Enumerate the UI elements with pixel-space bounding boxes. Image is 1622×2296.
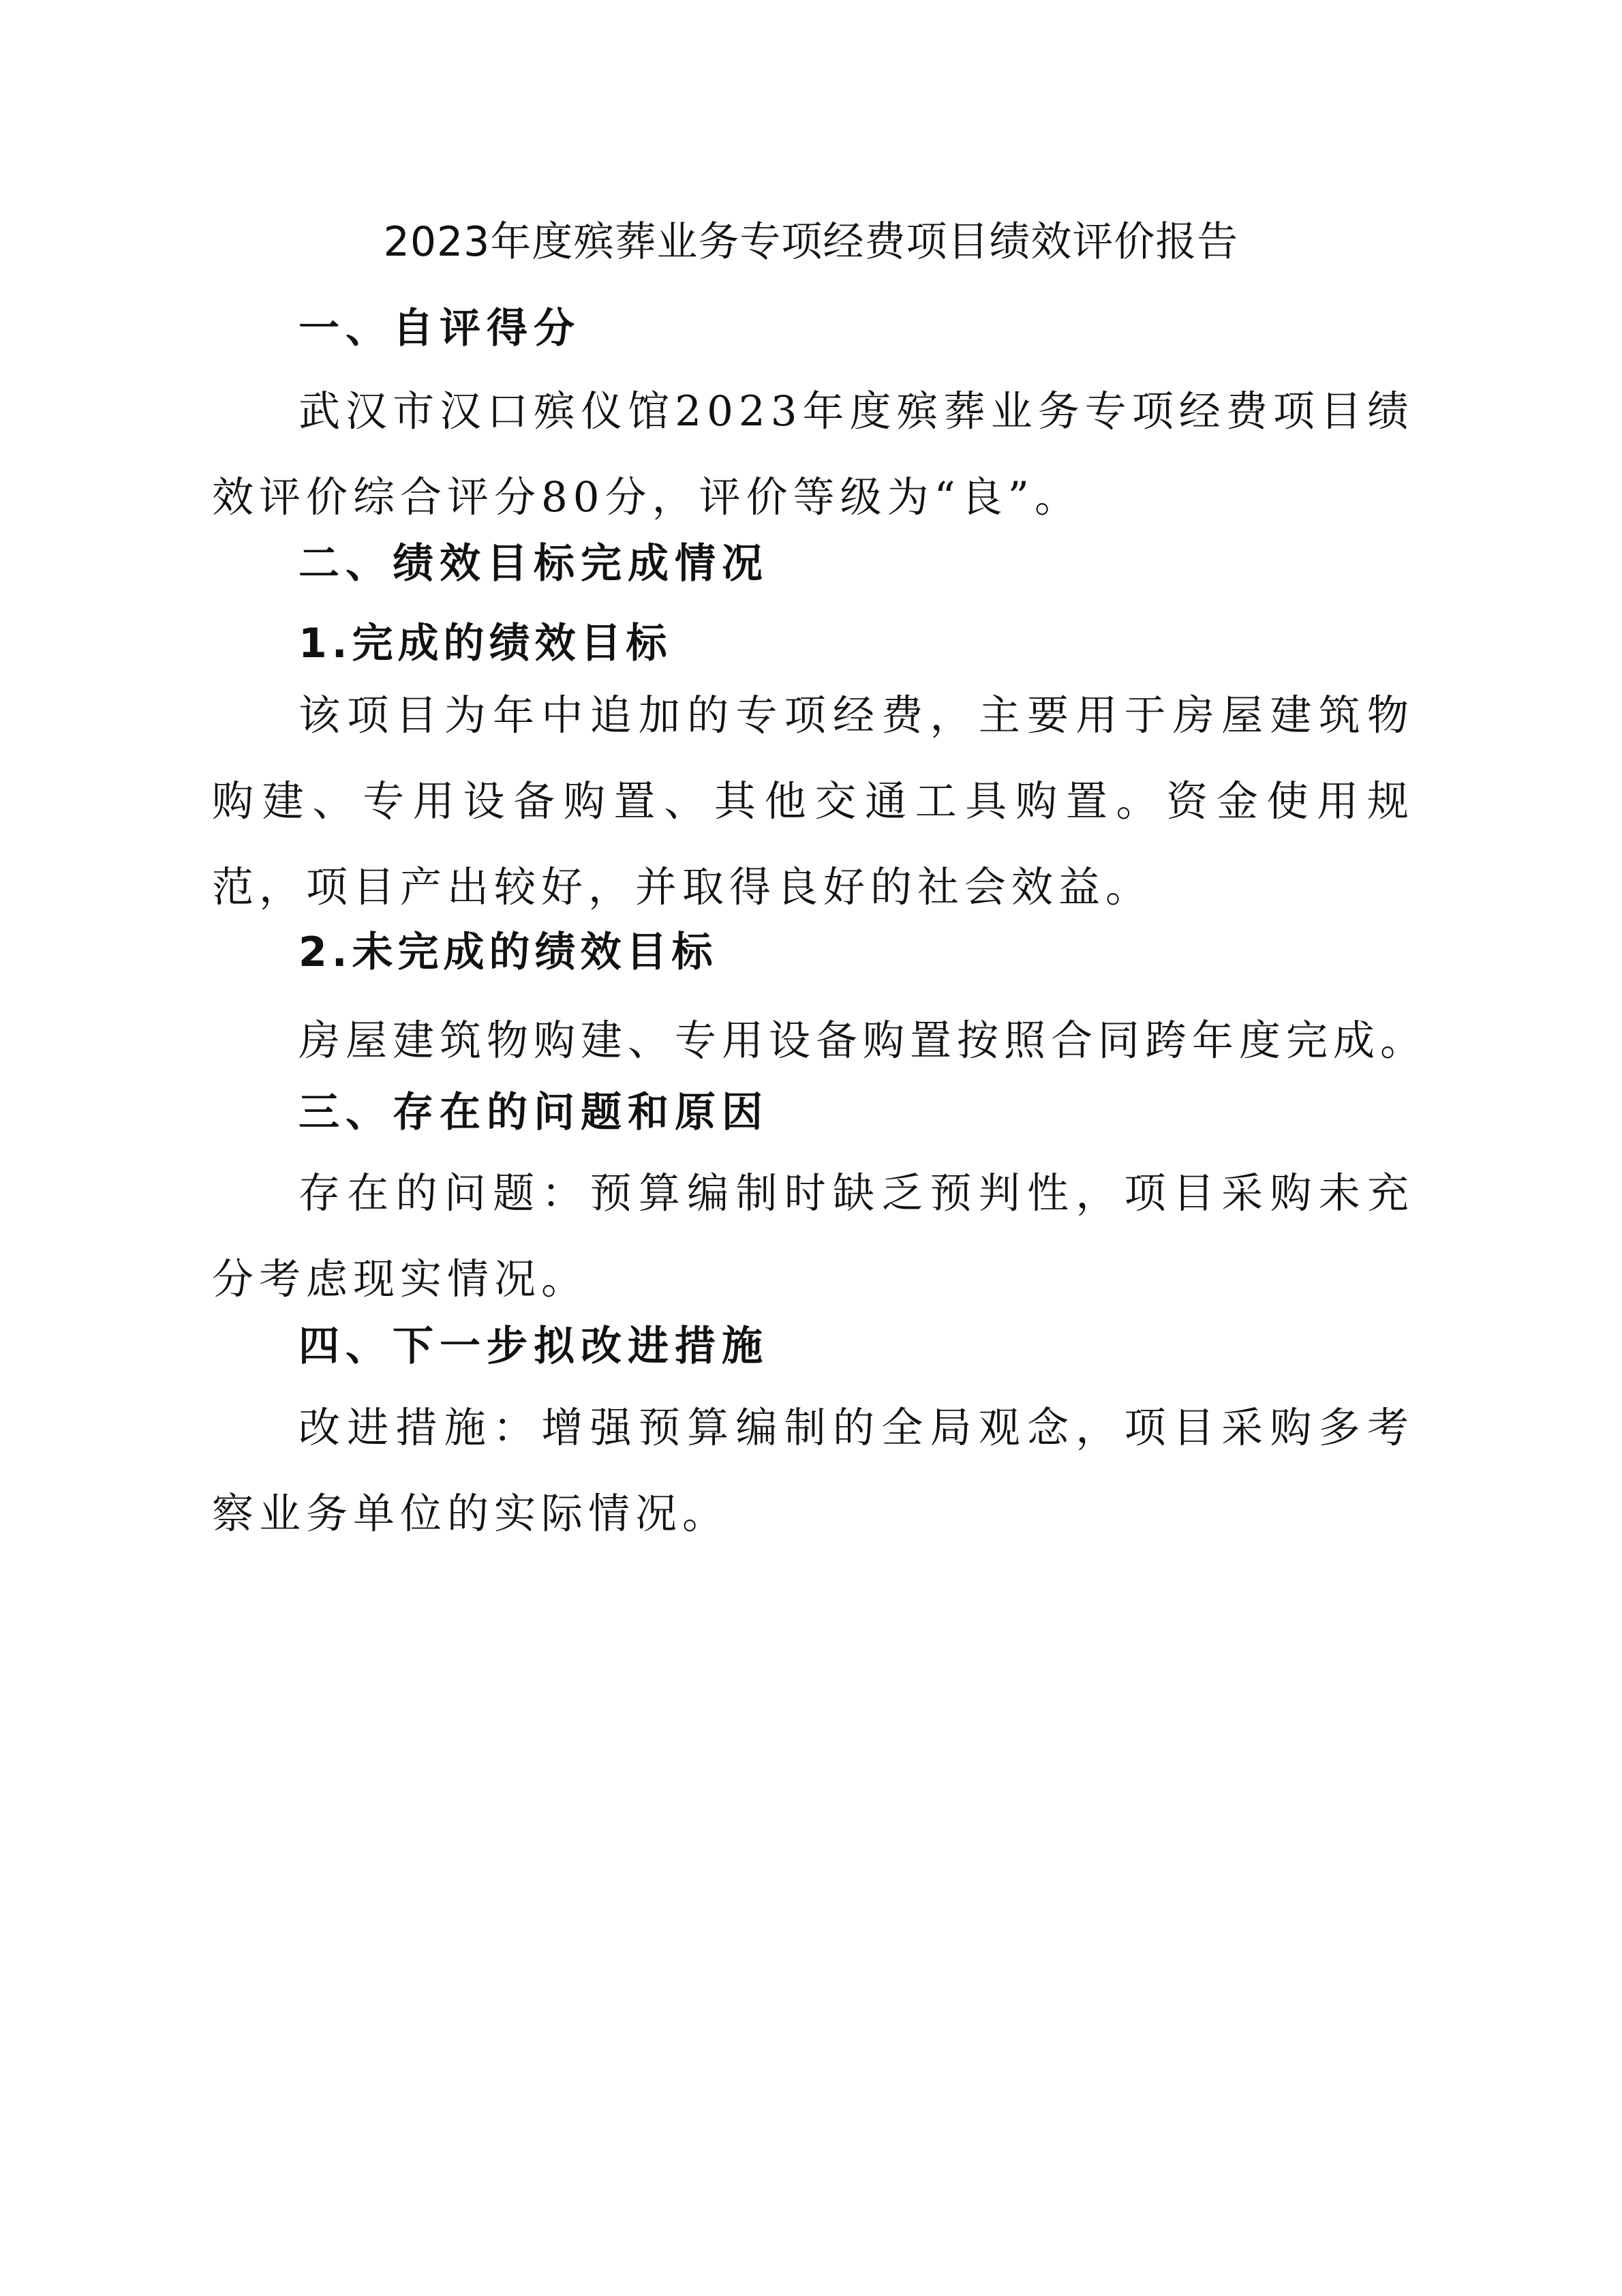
subsection-paragraph-uncompleted-goals: 房屋建筑物购建、专用设备购置按照合同跨年度完成。 — [299, 1016, 1428, 1065]
document-title: 2023年度殡葬业务专项经费项目绩效评价报告 — [383, 218, 1239, 266]
subsection-heading-completed-goals: 1.完成的绩效目标 — [299, 620, 672, 667]
section-heading-problems: 三、存在的问题和原因 — [299, 1089, 769, 1136]
section-paragraph-improvements: 改进措施：增强预算编制的全局观念，项目采购多考察业务单位的实际情况。 — [212, 1404, 1414, 1538]
section-paragraph-self-score: 武汉市汉口殡仪馆2023年度殡葬业务专项经费项目绩效评价综合评分80分，评价等级为“良”。 — [212, 387, 1414, 522]
subsection-heading-uncompleted-goals: 2.未完成的绩效目标 — [299, 928, 718, 976]
section-paragraph-problems: 存在的问题：预算编制时缺乏预判性，项目采购未充分考虑现实情况。 — [212, 1169, 1414, 1303]
section-heading-improvements: 四、下一步拟改进措施 — [299, 1323, 769, 1370]
subsection-paragraph-completed-goals: 该项目为年中追加的专项经费，主要用于房屋建筑物购建、专用设备购置、其他交通工具购置。资金使用规范，项目产出较好，并取得良好的社会效益。 — [212, 691, 1414, 911]
section-heading-self-score: 一、自评得分 — [299, 305, 581, 352]
section-heading-goal-completion: 二、绩效目标完成情况 — [299, 540, 769, 588]
